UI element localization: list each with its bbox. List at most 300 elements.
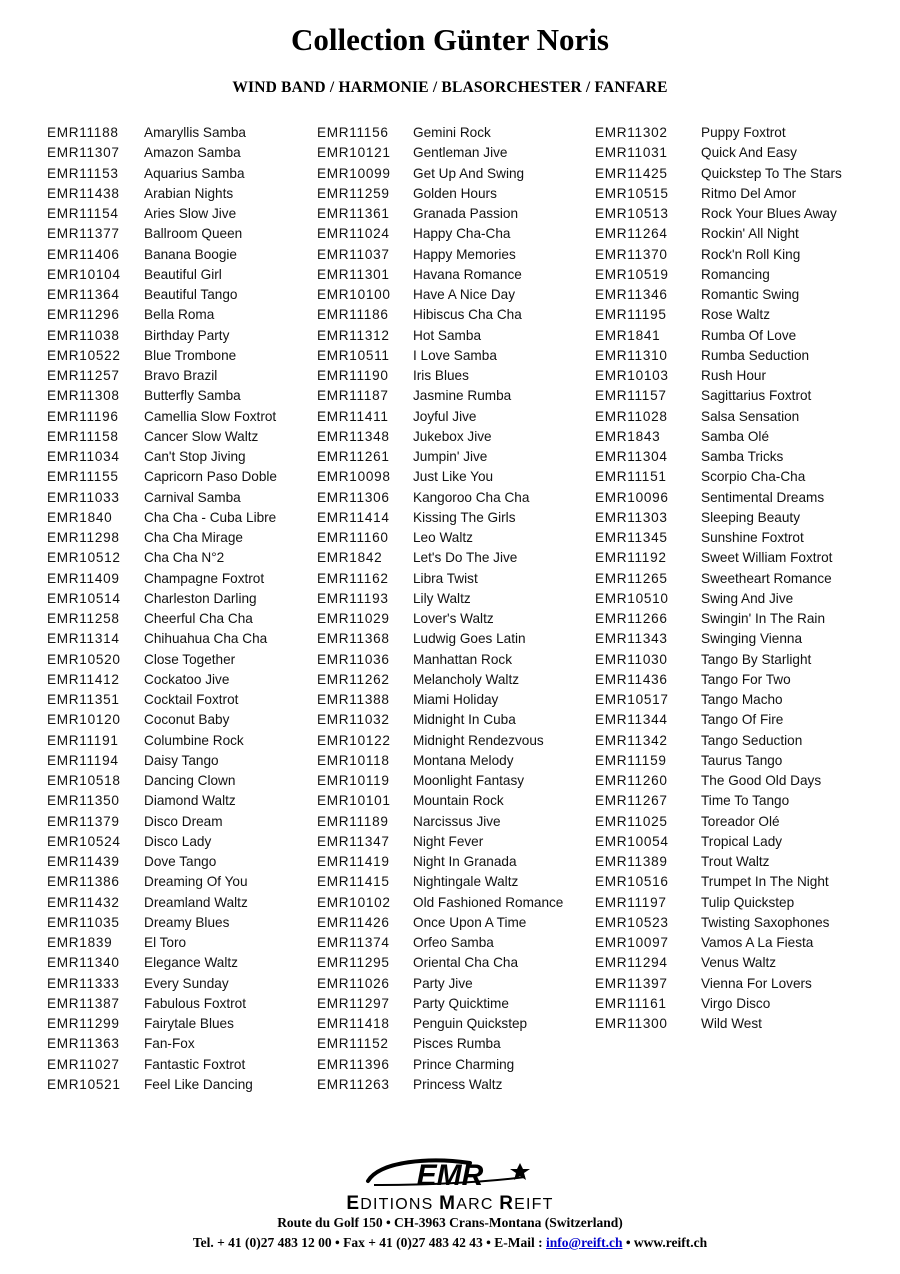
catalog-code: EMR11301 <box>317 266 390 282</box>
catalog-entry <box>317 893 563 913</box>
catalog-entry <box>317 305 563 325</box>
title-name: Hot Samba <box>413 327 482 343</box>
catalog-entry <box>317 245 563 265</box>
publisher-address: Route du Golf 150 • CH-3963 Crans-Montana (Switzerland) <box>277 1215 623 1230</box>
catalog-entry <box>47 386 277 406</box>
title-name: Time To Tango <box>701 793 790 809</box>
catalog-entry <box>47 143 277 163</box>
catalog-code: EMR10121 <box>317 145 391 161</box>
title-name: Melancholy Waltz <box>413 671 520 687</box>
title-name: Rush Hour <box>701 368 766 383</box>
catalog-entry <box>595 488 842 508</box>
title-name: Puppy Foxtrot <box>701 125 786 140</box>
title-name: Cheerful Cha Cha <box>144 611 253 626</box>
catalog-entry <box>47 326 277 346</box>
catalog-entry <box>317 1034 563 1054</box>
title-name: El Toro <box>144 935 187 950</box>
catalog-entry <box>47 670 277 690</box>
catalog-entry <box>47 467 277 487</box>
catalog-code: EMR11306 <box>317 489 390 505</box>
title-name: Tango Of Fire <box>701 712 784 728</box>
title-name: Wild West <box>701 1016 762 1031</box>
title-name: Birthday Party <box>144 327 230 343</box>
title-name: Amaryllis Samba <box>144 125 246 140</box>
title-name: Capricorn Paso Doble <box>144 469 277 485</box>
title-name: Camellia Slow Foxtrot <box>144 408 277 424</box>
title-name: The Good Old Days <box>701 773 822 788</box>
catalog-entry <box>317 204 563 224</box>
title-name: Twisting Saxophones <box>701 914 830 930</box>
catalog-code: EMR11302 <box>595 125 668 140</box>
title-name: Miami Holiday <box>413 692 499 707</box>
catalog-entry <box>47 346 277 366</box>
catalog-code: EMR11263 <box>317 1076 390 1092</box>
catalog-entry <box>317 629 563 649</box>
catalog-entry <box>47 245 277 265</box>
catalog-code: EMR11388 <box>317 692 390 707</box>
title-name: Moonlight Fantasy <box>413 773 525 788</box>
catalog-code: EMR1842 <box>317 550 383 566</box>
catalog-entry <box>595 974 842 994</box>
title-name: Midnight In Cuba <box>413 712 516 728</box>
title-name: Cha Cha Mirage <box>144 530 243 545</box>
title-name: Tango By Starlight <box>701 651 812 667</box>
title-name: Happy Cha-Cha <box>413 226 511 242</box>
catalog-entry <box>317 447 563 467</box>
title-name: Champagne Foxtrot <box>144 570 265 586</box>
catalog-entry <box>595 386 842 406</box>
title-name: Party Quicktime <box>413 995 509 1011</box>
catalog-code: EMR11261 <box>317 449 390 464</box>
title-name: Gentleman Jive <box>413 145 508 161</box>
catalog-entry <box>47 832 277 852</box>
catalog-code: EMR11438 <box>47 185 120 201</box>
catalog-code: EMR11425 <box>595 165 668 181</box>
footer <box>0 1155 900 1195</box>
catalog-code: EMR10118 <box>317 752 390 768</box>
catalog-entry <box>47 690 277 710</box>
catalog-entry <box>47 265 277 285</box>
title-name: Taurus Tango <box>701 752 783 768</box>
title-name: Night Fever <box>413 833 484 849</box>
catalog-code: EMR10102 <box>317 894 391 910</box>
title-name: Pisces Rumba <box>413 1036 501 1052</box>
catalog-code: EMR11343 <box>595 631 668 647</box>
catalog-entry <box>595 1014 842 1034</box>
catalog-code: EMR11197 <box>595 894 667 910</box>
catalog-entry <box>47 123 277 143</box>
catalog-entry <box>47 427 277 447</box>
catalog-code: EMR11190 <box>317 368 389 383</box>
title-name: Sentimental Dreams <box>701 489 825 505</box>
catalog-code: EMR11026 <box>317 975 390 991</box>
catalog-code: EMR11294 <box>595 955 668 971</box>
catalog-column-1 <box>47 123 277 1095</box>
catalog-entry <box>47 528 277 548</box>
catalog-entry <box>317 548 563 568</box>
catalog-entry <box>47 488 277 508</box>
title-name: Arabian Nights <box>144 185 234 201</box>
catalog-entry <box>317 670 563 690</box>
title-name: Rock'n Roll King <box>701 246 801 262</box>
catalog-entry <box>317 184 563 204</box>
title-name: Rumba Seduction <box>701 347 810 363</box>
catalog-entry <box>595 994 842 1014</box>
catalog-entry <box>595 933 842 953</box>
catalog-code: EMR11265 <box>595 570 668 586</box>
catalog-code: EMR11345 <box>595 530 668 545</box>
catalog-code: EMR11038 <box>47 327 120 343</box>
title-name: Prince Charming <box>413 1056 515 1072</box>
catalog-entry <box>595 872 842 892</box>
catalog-code: EMR11314 <box>47 631 120 647</box>
catalog-code: EMR11342 <box>595 732 668 748</box>
title-name: Party Jive <box>413 975 473 991</box>
catalog-code: EMR10101 <box>317 793 391 809</box>
catalog-entry <box>317 812 563 832</box>
catalog-entry <box>47 791 277 811</box>
emr-logo <box>360 1155 540 1195</box>
catalog-code: EMR11158 <box>47 428 119 444</box>
catalog-code: EMR1843 <box>595 428 661 444</box>
title-name: Can't Stop Jiving <box>144 449 246 464</box>
title-name: Tulip Quickstep <box>701 894 795 910</box>
title-name: Vamos A La Fiesta <box>701 935 814 950</box>
catalog-code: EMR11299 <box>47 1016 120 1031</box>
catalog-entry <box>47 285 277 305</box>
catalog-entry <box>317 974 563 994</box>
catalog-entry <box>595 366 842 386</box>
title-name: Midnight Rendezvous <box>413 732 544 748</box>
page-subtitle: WIND BAND / HARMONIE / BLASORCHESTER / FANFARE <box>232 79 668 96</box>
catalog-entry <box>47 164 277 184</box>
catalog-code: EMR10096 <box>595 489 669 505</box>
catalog-code: EMR11194 <box>47 752 119 768</box>
title-name: Swingin' In The Rain <box>701 611 826 626</box>
catalog-entry <box>47 953 277 973</box>
email-link[interactable]: info@reift.ch <box>546 1235 623 1250</box>
catalog-entry <box>595 265 842 285</box>
catalog-code: EMR11037 <box>317 246 390 262</box>
catalog-entry <box>47 913 277 933</box>
title-name: Bella Roma <box>144 307 215 323</box>
title-name: Just Like You <box>413 469 494 485</box>
title-name: Cockatoo Jive <box>144 671 230 687</box>
catalog-entry <box>595 670 842 690</box>
catalog-code: EMR11295 <box>317 955 390 971</box>
title-name: Penguin Quickstep <box>413 1016 528 1031</box>
title-name: Cha Cha - Cuba Libre <box>144 509 277 525</box>
catalog-code: EMR11024 <box>317 226 390 242</box>
catalog-code: EMR11192 <box>595 550 667 566</box>
catalog-entry <box>595 143 842 163</box>
catalog-entry <box>595 204 842 224</box>
catalog-code: EMR11160 <box>317 530 389 545</box>
page-title: Collection Günter Noris <box>290 22 609 57</box>
catalog-code: EMR11297 <box>317 995 390 1011</box>
catalog-entry <box>317 407 563 427</box>
catalog-code: EMR11196 <box>47 408 119 424</box>
title-name: Hibiscus Cha Cha <box>413 307 522 323</box>
catalog-entry <box>317 650 563 670</box>
catalog-entry <box>47 366 277 386</box>
title-name: Vienna For Lovers <box>701 975 812 991</box>
catalog-code: EMR11303 <box>595 509 668 525</box>
catalog-entry <box>317 164 563 184</box>
catalog-code: EMR10524 <box>47 833 121 849</box>
catalog-entry <box>317 488 563 508</box>
catalog-entry <box>47 305 277 325</box>
title-name: Jukebox Jive <box>413 428 492 444</box>
catalog-entry <box>317 872 563 892</box>
title-name: Joyful Jive <box>413 408 477 424</box>
catalog-code: EMR11414 <box>317 509 390 525</box>
catalog-code: EMR10122 <box>317 732 391 748</box>
catalog-code: EMR11033 <box>47 489 120 505</box>
catalog-code: EMR11155 <box>47 469 119 485</box>
catalog-code: EMR11396 <box>317 1056 390 1072</box>
catalog-entry <box>595 791 842 811</box>
catalog-code: EMR11411 <box>317 408 389 424</box>
catalog-entry <box>317 771 563 791</box>
catalog-code: EMR11426 <box>317 914 390 930</box>
title-name: Romantic Swing <box>701 287 800 302</box>
title-name: Sunshine Foxtrot <box>701 530 804 545</box>
catalog-entry <box>595 650 842 670</box>
catalog-entry <box>317 427 563 447</box>
title-name: Banana Boogie <box>144 246 237 262</box>
title-name: Nightingale Waltz <box>413 874 519 890</box>
title-name: Fairytale Blues <box>144 1016 234 1031</box>
catalog-entry <box>595 751 842 771</box>
title-name: Close Together <box>144 651 236 667</box>
catalog-code: EMR11436 <box>595 671 668 687</box>
catalog-code: EMR11027 <box>47 1056 120 1072</box>
title-name: Let's Do The Jive <box>413 550 518 566</box>
title-name: Elegance Waltz <box>144 955 238 971</box>
catalog-code: EMR11377 <box>47 226 120 242</box>
title-name: Have A Nice Day <box>413 287 515 302</box>
title-name: Dreamland Waltz <box>144 894 248 910</box>
title-name: Dove Tango <box>144 854 217 869</box>
title-name: Fabulous Foxtrot <box>144 995 246 1011</box>
catalog-code: EMR11157 <box>595 388 667 404</box>
catalog-code: EMR11025 <box>595 813 668 829</box>
catalog-entry <box>317 528 563 548</box>
catalog-entry <box>317 569 563 589</box>
catalog-code: EMR11370 <box>595 246 668 262</box>
title-name: Cancer Slow Waltz <box>144 428 259 444</box>
title-name: Beautiful Girl <box>144 266 222 282</box>
catalog-code: EMR11310 <box>595 347 668 363</box>
title-name: Rumba Of Love <box>701 327 797 343</box>
catalog-code: EMR11188 <box>47 125 119 140</box>
catalog-code: EMR11159 <box>595 752 667 768</box>
catalog-code: EMR11439 <box>47 854 120 869</box>
title-name: Swinging Vienna <box>701 631 803 647</box>
catalog-entry <box>47 710 277 730</box>
title-name: Every Sunday <box>144 975 229 991</box>
catalog-code: EMR11186 <box>317 307 389 323</box>
title-name: Feel Like Dancing <box>144 1076 253 1092</box>
title-name: Orfeo Samba <box>413 935 494 950</box>
catalog-entry <box>595 589 842 609</box>
catalog-code: EMR11161 <box>595 995 667 1011</box>
catalog-entry <box>595 164 842 184</box>
catalog-code: EMR10517 <box>595 692 669 707</box>
catalog-code: EMR11191 <box>47 732 119 748</box>
title-name: Sagittarius Foxtrot <box>701 388 812 404</box>
title-name: Daisy Tango <box>144 752 219 768</box>
catalog-code: EMR11312 <box>317 327 390 343</box>
title-name: Venus Waltz <box>701 955 777 971</box>
catalog-code: EMR1840 <box>47 509 113 525</box>
catalog-code: EMR11259 <box>317 185 390 201</box>
catalog-code: EMR11257 <box>47 368 120 383</box>
catalog-entry <box>595 184 842 204</box>
catalog-code: EMR11151 <box>595 469 667 485</box>
catalog-code: EMR11406 <box>47 246 120 262</box>
catalog-entry <box>47 731 277 751</box>
title-name: Get Up And Swing <box>413 165 525 181</box>
catalog-entry <box>47 974 277 994</box>
catalog-code: EMR11363 <box>47 1036 120 1052</box>
catalog-code: EMR11351 <box>47 692 120 707</box>
title-name: Havana Romance <box>413 266 522 282</box>
catalog-entry <box>47 994 277 1014</box>
title-name: Gemini Rock <box>413 125 491 140</box>
catalog-entry <box>317 346 563 366</box>
catalog-entry <box>595 569 842 589</box>
title-name: Fantastic Foxtrot <box>144 1056 246 1072</box>
title-name: Cocktail Foxtrot <box>144 692 239 707</box>
title-name: I Love Samba <box>413 347 497 363</box>
title-name: Bravo Brazil <box>144 368 218 383</box>
catalog-entry <box>47 771 277 791</box>
title-name: Once Upon A Time <box>413 914 527 930</box>
catalog-entry <box>595 629 842 649</box>
catalog-entry <box>595 508 842 528</box>
catalog-code: EMR11032 <box>317 712 390 728</box>
catalog-entry <box>595 427 842 447</box>
title-name: Disco Lady <box>144 833 212 849</box>
title-name: Virgo Disco <box>701 995 771 1011</box>
catalog-entry <box>47 447 277 467</box>
title-name: Kangoroo Cha Cha <box>413 489 530 505</box>
catalog-entry <box>595 528 842 548</box>
title-name: Toreador Olé <box>701 813 780 829</box>
catalog-entry <box>595 467 842 487</box>
catalog-code: EMR11195 <box>595 307 667 323</box>
catalog-code: EMR11187 <box>317 388 389 404</box>
title-name: Sweet William Foxtrot <box>701 550 833 566</box>
catalog-code: EMR11153 <box>47 165 119 181</box>
title-name: Butterfly Samba <box>144 388 241 404</box>
catalog-code: EMR10104 <box>47 266 121 282</box>
catalog-entry <box>317 994 563 1014</box>
catalog-code: EMR10512 <box>47 550 121 566</box>
title-name: Trumpet In The Night <box>701 874 829 890</box>
catalog-entry <box>317 913 563 933</box>
catalog-entry <box>317 690 563 710</box>
catalog-code: EMR11266 <box>595 611 668 626</box>
catalog-entry <box>47 1055 277 1075</box>
catalog-code: EMR10054 <box>595 833 669 849</box>
catalog-entry <box>47 569 277 589</box>
catalog-entry <box>595 245 842 265</box>
catalog-entry <box>595 893 842 913</box>
catalog-entry <box>47 872 277 892</box>
title-name: Aries Slow Jive <box>144 206 237 221</box>
catalog-entry <box>317 589 563 609</box>
catalog-entry <box>595 609 842 629</box>
catalog-code: EMR11036 <box>317 651 390 667</box>
title-name: Night In Granada <box>413 854 517 869</box>
catalog-entry <box>595 832 842 852</box>
catalog-code: EMR11386 <box>47 874 120 890</box>
catalog-entry <box>595 953 842 973</box>
catalog-entry <box>317 366 563 386</box>
title-name: Princess Waltz <box>413 1076 503 1092</box>
title-name: Granada Passion <box>413 206 519 221</box>
publisher-name: EDITIONS MARC REIFT <box>346 1193 554 1214</box>
title-name: Manhattan Rock <box>413 651 512 667</box>
title-name: Golden Hours <box>413 185 497 201</box>
catalog-column-2 <box>317 123 563 1095</box>
catalog-entry <box>317 1055 563 1075</box>
catalog-code: EMR10516 <box>595 874 669 890</box>
catalog-code: EMR10520 <box>47 651 121 667</box>
catalog-code: EMR11304 <box>595 449 668 464</box>
title-name: Leo Waltz <box>413 530 473 545</box>
catalog-code: EMR11347 <box>317 833 390 849</box>
catalog-code: EMR11262 <box>317 671 390 687</box>
catalog-entry <box>317 386 563 406</box>
title-name: Montana Melody <box>413 752 514 768</box>
contact-phone-fax: Tel. + 41 (0)27 483 12 00 • Fax + 41 (0)27 483 42 43 • E-Mail : <box>192 1235 547 1250</box>
catalog-entry <box>47 751 277 771</box>
title-name: Lily Waltz <box>413 590 471 606</box>
catalog-code: EMR11419 <box>317 854 390 869</box>
title-name: Salsa Sensation <box>701 408 800 424</box>
catalog-entry <box>47 893 277 913</box>
catalog-entry <box>317 224 563 244</box>
catalog-entry <box>317 1075 563 1095</box>
title-name: Happy Memories <box>413 246 516 262</box>
title-name: Fan-Fox <box>144 1036 195 1052</box>
logo-text: EMR <box>416 1159 484 1192</box>
catalog-code: EMR11034 <box>47 449 120 464</box>
catalog-code: EMR10100 <box>317 287 391 302</box>
catalog-entry <box>47 609 277 629</box>
catalog-code: EMR11374 <box>317 935 390 950</box>
catalog-entry <box>317 143 563 163</box>
title-name: Scorpio Cha-Cha <box>701 469 806 485</box>
catalog-entry <box>47 852 277 872</box>
catalog-code: EMR10120 <box>47 712 121 728</box>
catalog-code: EMR11189 <box>317 813 389 829</box>
catalog-entry <box>47 812 277 832</box>
catalog-entry <box>47 589 277 609</box>
catalog-entry <box>47 204 277 224</box>
catalog-code: EMR11258 <box>47 611 120 626</box>
catalog-entry <box>317 123 563 143</box>
catalog-code: EMR11368 <box>317 631 390 647</box>
catalog-code: EMR11162 <box>317 570 389 586</box>
catalog-entry <box>595 771 842 791</box>
catalog-code: EMR11308 <box>47 388 120 404</box>
catalog-code: EMR10523 <box>595 914 669 930</box>
